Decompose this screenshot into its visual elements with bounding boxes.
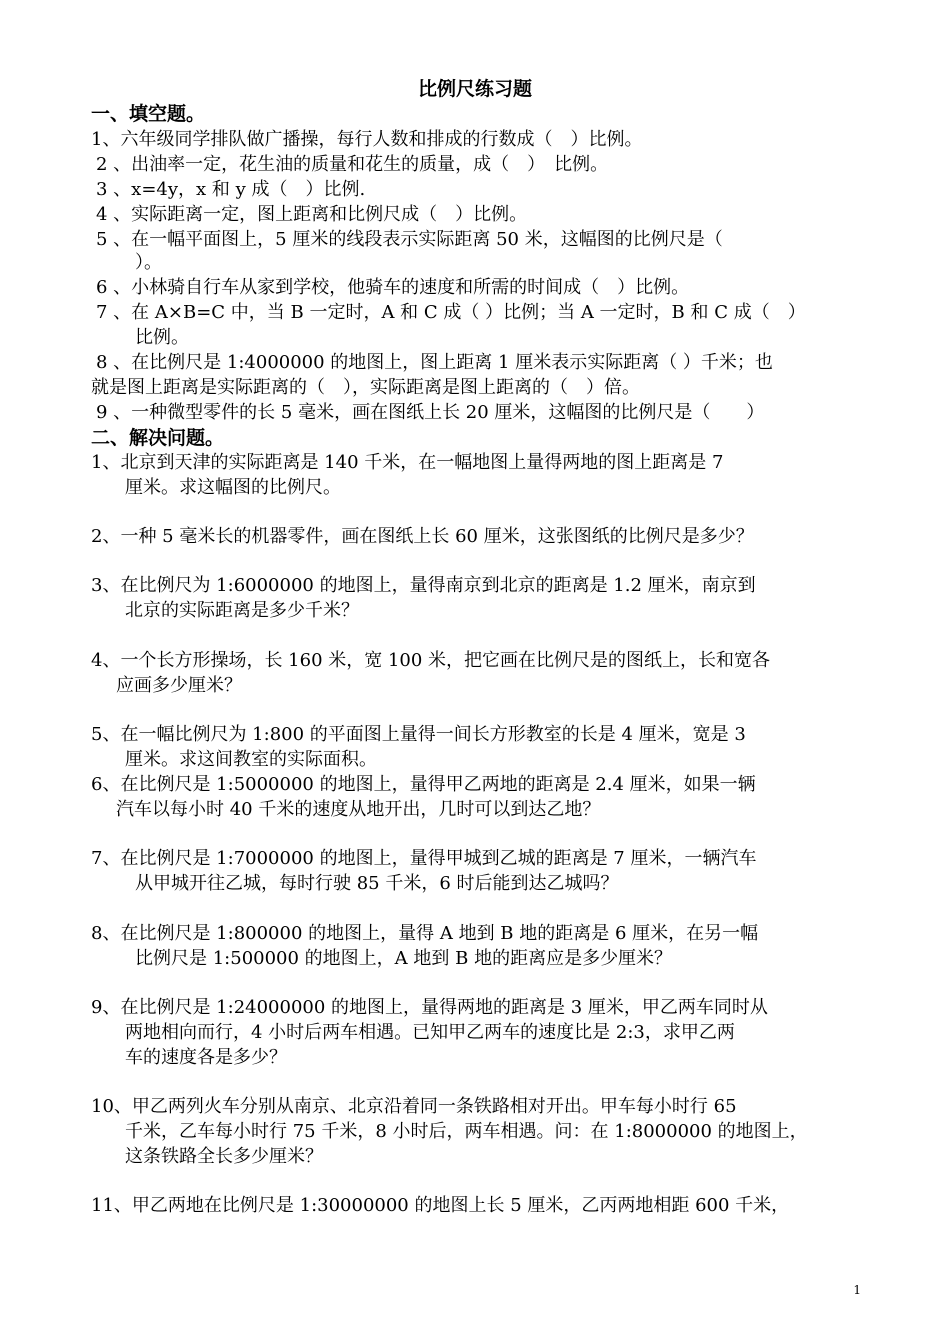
problem-9: 9、在比例尺是 1:24000000 的地图上，量得两地的距离是 3 厘米，甲乙两车同时从 (91, 997, 768, 1018)
problem-6-cont: 汽车以每小时 40 千米的速度从地开出，几时可以到达乙地？ (116, 799, 601, 820)
fill-in-question-5-cont: ）。 (135, 252, 162, 273)
section-heading-fill-in: 一、填空题。 (91, 103, 206, 125)
problem-7: 7、在比例尺是 1:7000000 的地图上，量得甲城到乙城的距离是 7 厘米，一辆汽车 (91, 848, 757, 869)
problem-11: 11、甲乙两地在比例尺是 1:30000000 的地图上长 5 厘米，乙丙两地相距 600 千米， (91, 1195, 790, 1216)
problem-7-cont: 从甲城开往乙城，每时行驶 85 千米，6 时后能到达乙城吗？ (135, 873, 619, 894)
problem-8-cont: 比例尺是 1:500000 的地图上，A 地到 B 地的距离应是多少厘米？ (135, 948, 673, 969)
problem-4-cont: 应画多少厘米？ (116, 675, 242, 696)
problem-1-cont: 厘米。求这幅图的比例尺。 (125, 477, 341, 498)
problem-4: 4、一个长方形操场，长 160 米，宽 100 米，把它画在比例尺是的图纸上，长和宽各 (91, 650, 771, 671)
problem-5: 5、在一幅比例尺为 1:800 的平面图上量得一间长方形教室的长是 4 厘米，宽是 3 (91, 724, 746, 745)
fill-in-question-9: 9 、一种微型零件的长 5 毫米，画在图纸上长 20 厘米，这幅图的比例尺是（ ） (96, 402, 765, 423)
fill-in-question-7-cont: 比例。 (135, 327, 189, 348)
problem-5-cont: 厘米。求这间教室的实际面积。 (125, 749, 377, 770)
problem-2: 2、一种 5 毫米长的机器零件，画在图纸上长 60 厘米，这张图纸的比例尺是多少？ (91, 526, 754, 547)
problem-9-cont-2: 车的速度各是多少？ (125, 1047, 287, 1068)
fill-in-question-4: 4 、实际距离一定，图上距离和比例尺成（ ）比例。 (96, 204, 528, 225)
fill-in-question-5: 5 、在一幅平面图上，5 厘米的线段表示实际距离 50 米，这幅图的比例尺是（ (96, 229, 723, 250)
problem-6: 6、在比例尺是 1:5000000 的地图上，量得甲乙两地的距离是 2.4 厘米，如果一辆 (91, 774, 756, 795)
section-heading-problems: 二、解决问题。 (91, 427, 225, 449)
fill-in-question-1: 1、六年级同学排队做广播操，每行人数和排成的行数成（ ）比例。 (91, 129, 643, 150)
fill-in-question-3: 3 、x=4y，x 和 y 成（ ）比例. (96, 179, 366, 200)
fill-in-question-6: 6 、小林骑自行车从家到学校，他骑车的速度和所需的时间成（ ）比例。 (96, 277, 690, 298)
problem-1: 1、北京到天津的实际距离是 140 千米，在一幅地图上量得两地的图上距离是 7 (91, 452, 724, 473)
problem-10-cont-2: 这条铁路全长多少厘米？ (125, 1146, 323, 1167)
problem-10-cont-1: 千米，乙车每小时行 75 千米，8 小时后，两车相遇。问：在 1:8000000 的地图上， (125, 1121, 808, 1142)
fill-in-question-8: 8 、在比例尺是 1:4000000 的地图上，图上距离 1 厘米表示实际距离（ ）千米；也 (96, 352, 773, 373)
problem-8: 8、在比例尺是 1:800000 的地图上，量得 A 地到 B 地的距离是 6 厘米，在另一幅 (91, 923, 759, 944)
page-title: 比例尺练习题 (417, 78, 532, 100)
page-number: 1 (853, 1283, 861, 1297)
fill-in-question-7: 7 、在 A×B=C 中，当 B 一定时，A 和 C 成（ ）比例；当 A 一定时，B 和 C 成（ ） (96, 302, 806, 323)
problem-9-cont-1: 两地相向而行，4 小时后两车相遇。已知甲乙两车的速度比是 2:3，求甲乙两 (125, 1022, 735, 1043)
problem-3: 3、在比例尺为 1:6000000 的地图上，量得南京到北京的距离是 1.2 厘米，南京到 (91, 575, 756, 596)
fill-in-question-8-cont: 就是图上距离是实际距离的（ ），实际距离是图上距离的（ ）倍。 (91, 377, 640, 398)
problem-10: 10、甲乙两列火车分别从南京、北京沿着同一条铁路相对开出。甲车每小时行 65 (91, 1096, 737, 1117)
problem-3-cont: 北京的实际距离是多少千米？ (125, 600, 359, 621)
fill-in-question-2: 2 、出油率一定，花生油的质量和花生的质量，成（ ） 比例。 (96, 154, 609, 175)
